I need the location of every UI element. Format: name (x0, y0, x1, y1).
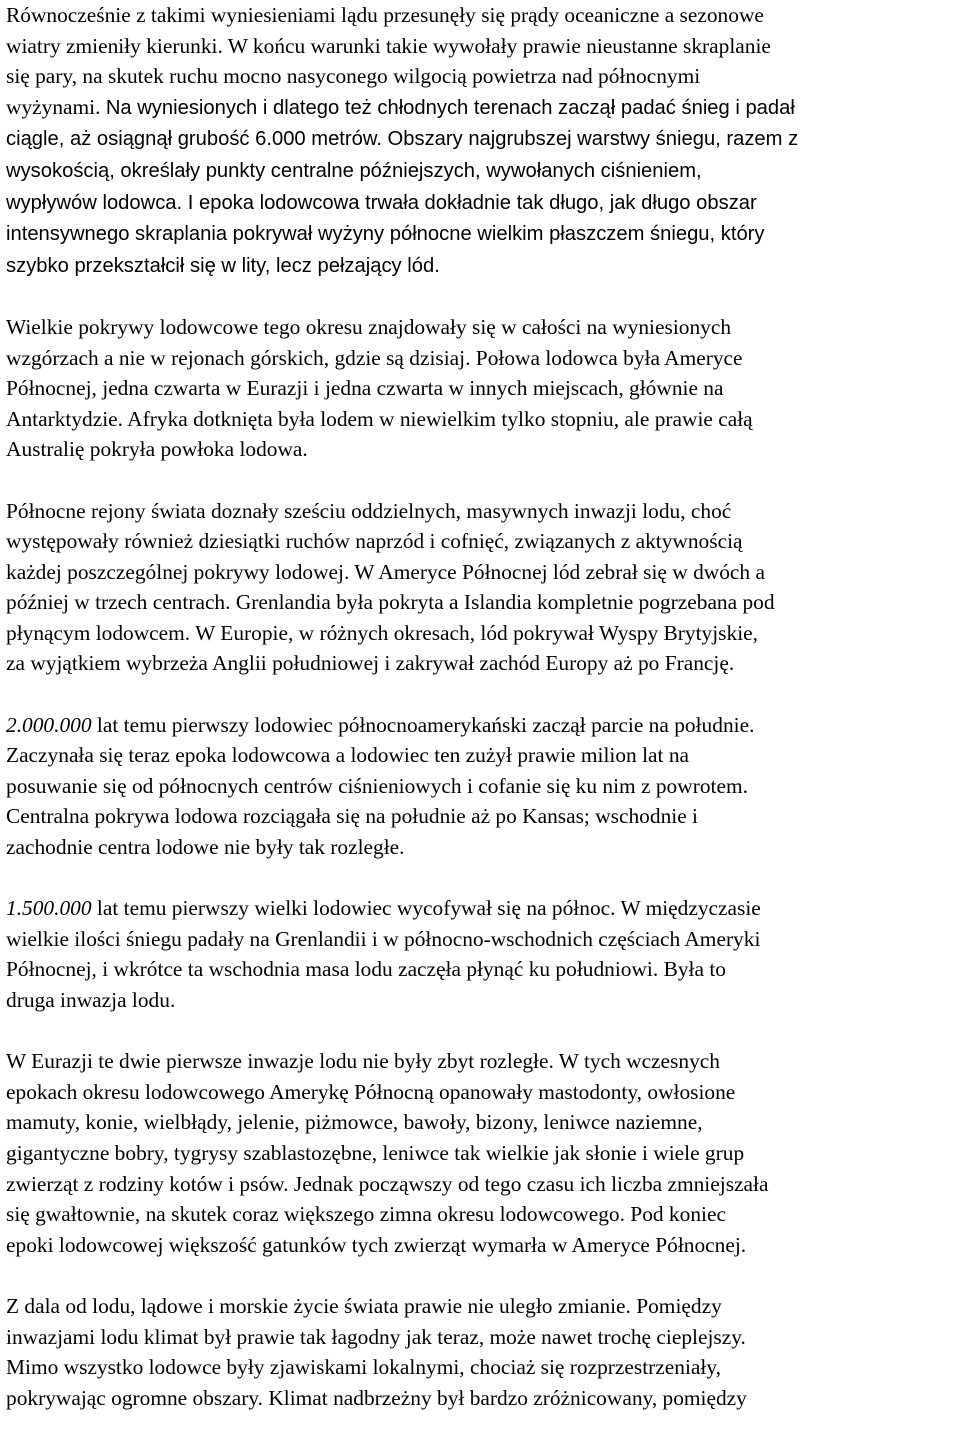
paragraph-1-text-b: Na wyniesionych i dlatego też chłodnych terenach zaczął padać śnieg i padał ciągle, aż osiągnął grubość 6.000 metrów. (6, 96, 795, 151)
paragraph-2 (6, 312, 958, 465)
paragraph-5-date: 1.500.000 (6, 896, 92, 921)
paragraph-1-text-d: I epoka lodowcowa trwała dokładnie tak długo, jak długo obszar intensywnego skraplania pokrywał wyżyny północne wielkim płaszczem śniegu, który szybko przekształcił się w lity, lecz pełzający lód. (6, 191, 765, 277)
paragraph-5-text: lat temu pierwszy wielki lodowiec wycofywał się na północ. W międzyczasie wielkie ilości śniegu padały na Grenlandii i w północno-wschodnich częściach Ameryki Północnej, i wkrótce ta wschodnia masa lodu zaczęła płynąć ku południowi. Była to druga inwazja lodu. (6, 896, 761, 1012)
paragraph-3 (6, 496, 958, 680)
paragraph-5 (6, 893, 958, 1015)
paragraph-7 (6, 1291, 958, 1413)
paragraph-4-text: lat temu pierwszy lodowiec północnoamerykański zaczął parcie na południe. Zaczynała się teraz epoka lodowcowa a lodowiec ten zużył prawie milion lat na posuwanie się od północnych centrów ciśnieniowych i cofanie się ku nim z powrotem. Centralna pokrywa lodowa rozciągała się na południe aż po Kansas; wschodnie i zachodnie centra lodowe nie były tak rozległe. (6, 712, 755, 860)
paragraph-4 (6, 710, 958, 863)
paragraph-6 (6, 1046, 958, 1260)
paragraph-1 (6, 0, 958, 281)
paragraph-1-text-c: Obszary najgrubszej warstwy śniegu, razem z wysokością, określały punkty centralne późniejszych, wywołanych ciśnieniem, wypływów lodowca. (6, 128, 799, 214)
paragraph-6-text: W Eurazji te dwie pierwsze inwazje lodu nie były zbyt rozległe. W tych wczesnych epokach okresu lodowcowego Amerykę Północną opanowały mastodonty, owłosione mamuty, konie, wielbłądy, jelenie, piżmowce, bawoły, bizony, leniwce naziemne, gigantyczne bobry, tygrysy szablastozębne, leniwce tak wielkie jak słonie i wiele grup zwierząt z rodziny kotów i psów. Jednak począwszy od tego czasu ich liczba zmniejszała się gwałtownie, na skutek coraz większego zimna okresu lodowcowego. Pod koniec epoki lodowcowej większość gatunków tych zwierząt wymarła w Ameryce Północnej. (6, 1049, 769, 1257)
paragraph-4-date: 2.000.000 (6, 712, 92, 737)
document-body (6, 0, 958, 1444)
paragraph-3-text: Północne rejony świata doznały sześciu oddzielnych, masywnych inwazji lodu, choć występowały również dziesiątki ruchów naprzód i cofnięć, związanych z aktywnością każdej poszczególnej pokrywy lodowej. W Ameryce Północnej lód zebrał się w dwóch a później w trzech centrach. Grenlandia była pokryta a Islandia kompletnie pogrzebana pod płynącym lodowcem. W Europie, w różnych okresach, lód pokrywał Wyspy Brytyjskie, za wyjątkiem wybrzeża Anglii południowej i zakrywał zachód Europy aż po Francję. (6, 498, 775, 676)
paragraph-1-text-a: Równocześnie z takimi wyniesieniami lądu przesunęły się prądy oceaniczne a sezonowe wiatry zmieniły kierunki. W końcu warunki takie wywołały prawie nieustanne skraplanie się pary, na skutek ruchu mocno nasyconego wilgocią powietrza nad północnymi wyżynami. (6, 3, 771, 119)
paragraph-2-text: Wielkie pokrywy lodowcowe tego okresu znajdowały się w całości na wyniesionych wzgórzach a nie w rejonach górskich, gdzie są dzisiaj. Połowa lodowca była Ameryce Północnej, jedna czwarta w Eurazji i jedna czwarta w innych miejscach, głównie na Antarktydzie. Afryka dotknięta była lodem w niewielkim tylko stopniu, ale prawie całą Australię pokryła powłoka lodowa. (6, 314, 753, 462)
paragraph-7-text: Z dala od lodu, lądowe i morskie życie świata prawie nie uległo zmianie. Pomiędzy inwazjami lodu klimat był prawie tak łagodny jak teraz, może nawet trochę cieplejszy. Mimo wszystko lodowce były zjawiskami lokalnymi, chociaż się rozprzestrzeniały, pokrywając ogromne obszary. Klimat nadbrzeżny był bardzo zróżnicowany, pomiędzy (6, 1293, 747, 1410)
